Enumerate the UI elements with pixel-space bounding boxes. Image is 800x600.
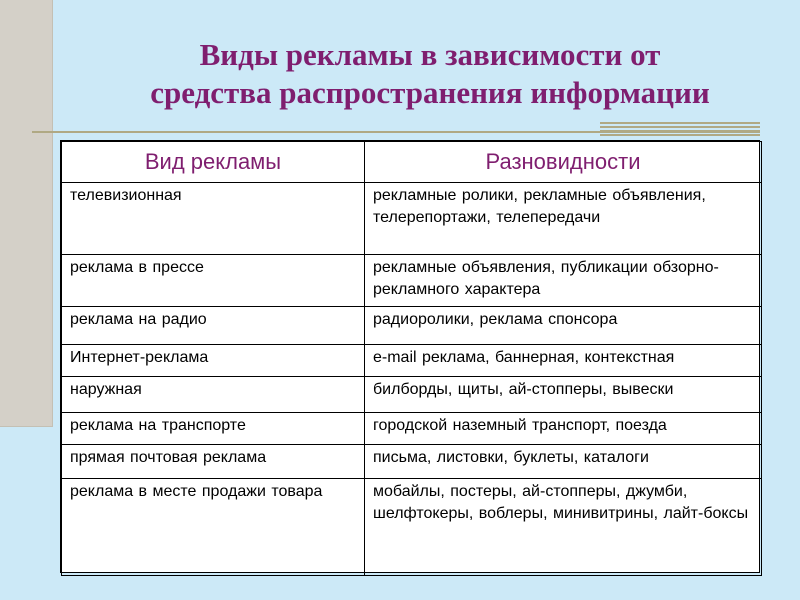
table-row xyxy=(62,307,762,345)
table-row xyxy=(62,377,762,413)
row-ad-type: реклама в месте продажи товара xyxy=(62,479,365,576)
table-row xyxy=(62,255,762,307)
row-varieties: радиоролики, реклама спонсора xyxy=(365,307,762,345)
header-varieties: Разновидности xyxy=(365,142,762,183)
row-ad-type: телевизионная xyxy=(62,183,365,255)
row-ad-type: реклама на транспорте xyxy=(62,413,365,445)
row-ad-type: реклама на радио xyxy=(62,307,365,345)
table-row xyxy=(62,413,762,445)
row-varieties: билборды, щиты, ай-стопперы, вывески xyxy=(365,377,762,413)
row-ad-type: реклама в прессе xyxy=(62,255,365,307)
table-row xyxy=(62,183,762,255)
advertising-table xyxy=(60,140,760,573)
table-row xyxy=(62,345,762,377)
header-ad-type: Вид рекламы xyxy=(62,142,365,183)
row-varieties: письма, листовки, буклеты, каталоги xyxy=(365,445,762,479)
table-row xyxy=(62,479,762,576)
row-varieties: рекламные ролики, рекламные объявления, телерепортажи, телепередачи xyxy=(365,183,762,255)
row-varieties: городской наземный транспорт, поезда xyxy=(365,413,762,445)
row-ad-type: наружная xyxy=(62,377,365,413)
table-header-row xyxy=(62,142,762,183)
decorative-lines xyxy=(600,122,760,140)
slide-title xyxy=(60,36,800,112)
row-ad-type: Интернет-реклама xyxy=(62,345,365,377)
row-varieties: e-mail реклама, баннерная, контекстная xyxy=(365,345,762,377)
table-row xyxy=(62,445,762,479)
slide-title-line-2: средства распространения информации xyxy=(150,75,710,110)
left-decorative-bar xyxy=(0,0,53,427)
slide-title-line-1: Виды рекламы в зависимости от xyxy=(199,37,661,72)
row-ad-type: прямая почтовая реклама xyxy=(62,445,365,479)
row-varieties: рекламные объявления, публикации обзорно-рекламного характера xyxy=(365,255,762,307)
row-varieties: мобайлы, постеры, ай-стопперы, джумби, шелфтокеры, воблеры, минивитрины, лайт-боксы xyxy=(365,479,762,576)
